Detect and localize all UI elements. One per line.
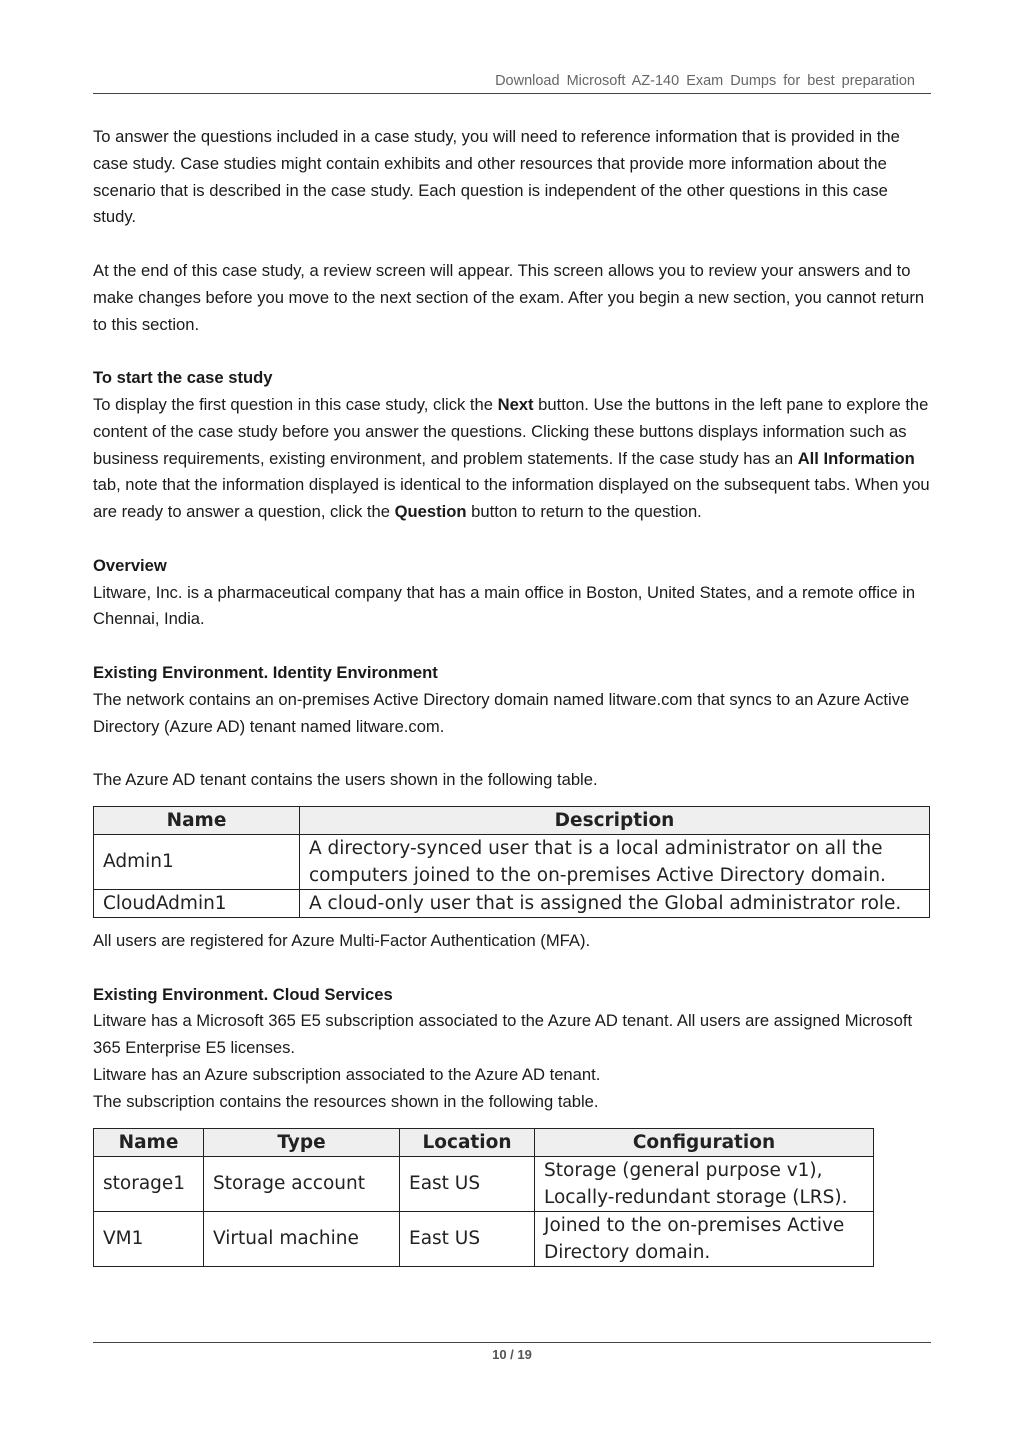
table-header-row (94, 1128, 874, 1156)
column-header: Configuration (535, 1128, 874, 1156)
header-divider (93, 93, 931, 94)
table-row (94, 1156, 874, 1211)
cloud-line-1: Litware has a Microsoft 365 E5 subscription associated to the Azure AD tenant. All users are assigned Microsoft 365 Enterprise E5 licenses. (93, 1011, 913, 1058)
intro-paragraph-2: At the end of this case study, a review screen will appear. This screen allows you to review your answers and to make changes before you move to the next section of the exam. After you begin a new section, you cannot return to this section. (93, 260, 925, 334)
resources-table (93, 1128, 874, 1267)
column-header: Name (94, 1128, 204, 1156)
table-cell: Storage (general purpose v1), Locally-redundant storage (LRS). (535, 1156, 874, 1211)
question-keyword: Question (394, 502, 467, 522)
start-heading: To start the case study (93, 368, 273, 388)
table-cell: Admin1 (94, 834, 300, 889)
table-cell: storage1 (94, 1156, 204, 1211)
cloud-heading: Existing Environment. Cloud Services (93, 984, 393, 1004)
identity-paragraph: The network contains an on-premises Active Directory domain named litware.com that syncs to an Azure Active Directory (Azure AD) tenant named litware.com. (93, 689, 910, 736)
overview-heading: Overview (93, 555, 167, 575)
table-row (94, 889, 930, 917)
table-cell: East US (400, 1156, 535, 1211)
table-cell: Storage account (204, 1156, 400, 1211)
document-body (93, 124, 933, 1267)
all-information-keyword: All Information (797, 448, 915, 468)
column-header: Type (204, 1128, 400, 1156)
cloud-line-2: Litware has an Azure subscription associated to the Azure AD tenant. (93, 1064, 601, 1084)
table-row (94, 834, 930, 889)
identity-heading: Existing Environment. Identity Environment (93, 662, 438, 682)
table-cell: CloudAdmin1 (94, 889, 300, 917)
table-row (94, 1211, 874, 1266)
overview-paragraph: Litware, Inc. is a pharmaceutical company that has a main office in Boston, United States, and a remote office in Chennai, India. (93, 582, 916, 629)
column-header: Location (400, 1128, 535, 1156)
start-paragraph: To display the first question in this case study, click the Next button. Use the buttons in the left pane to explore the content of the case study before you answer the questions. Clicking these buttons displays information such as business requirements, existing environment, and problem statements. If the case study has an All Information tab, note that the information displayed is identical to the information displayed on the subsequent tabs. When you are ready to answer a question, click the Question button to return to the question. (93, 394, 930, 522)
footer-divider (93, 1342, 931, 1343)
users-table-intro: The Azure AD tenant contains the users shown in the following table. (93, 770, 598, 790)
users-table (93, 806, 930, 918)
column-header: Description (300, 806, 930, 834)
table-cell: Virtual machine (204, 1211, 400, 1266)
table-cell: East US (400, 1211, 535, 1266)
table-cell: Joined to the on-premises Active Directory domain. (535, 1211, 874, 1266)
table-header-row (94, 806, 930, 834)
mfa-statement: All users are registered for Azure Multi-Factor Authentication (MFA). (93, 930, 591, 950)
page-header-text: Download Microsoft AZ-140 Exam Dumps for best preparation (495, 73, 915, 89)
cloud-line-3: The subscription contains the resources shown in the following table. (93, 1091, 599, 1111)
intro-paragraph-1: To answer the questions included in a case study, you will need to reference information that is provided in the case study. Case studies might contain exhibits and other resources that provide more information about the scenario that is described in the case study. Each question is independent of the other questions in this case study. (93, 127, 900, 227)
table-cell: A cloud-only user that is assigned the Global administrator role. (300, 889, 930, 917)
page-number: 10 / 19 (492, 1347, 532, 1362)
column-header: Name (94, 806, 300, 834)
table-cell: A directory-synced user that is a local administrator on all the computers joined to the on-premises Active Directory domain. (300, 834, 930, 889)
table-cell: VM1 (94, 1211, 204, 1266)
next-keyword: Next (497, 394, 534, 414)
